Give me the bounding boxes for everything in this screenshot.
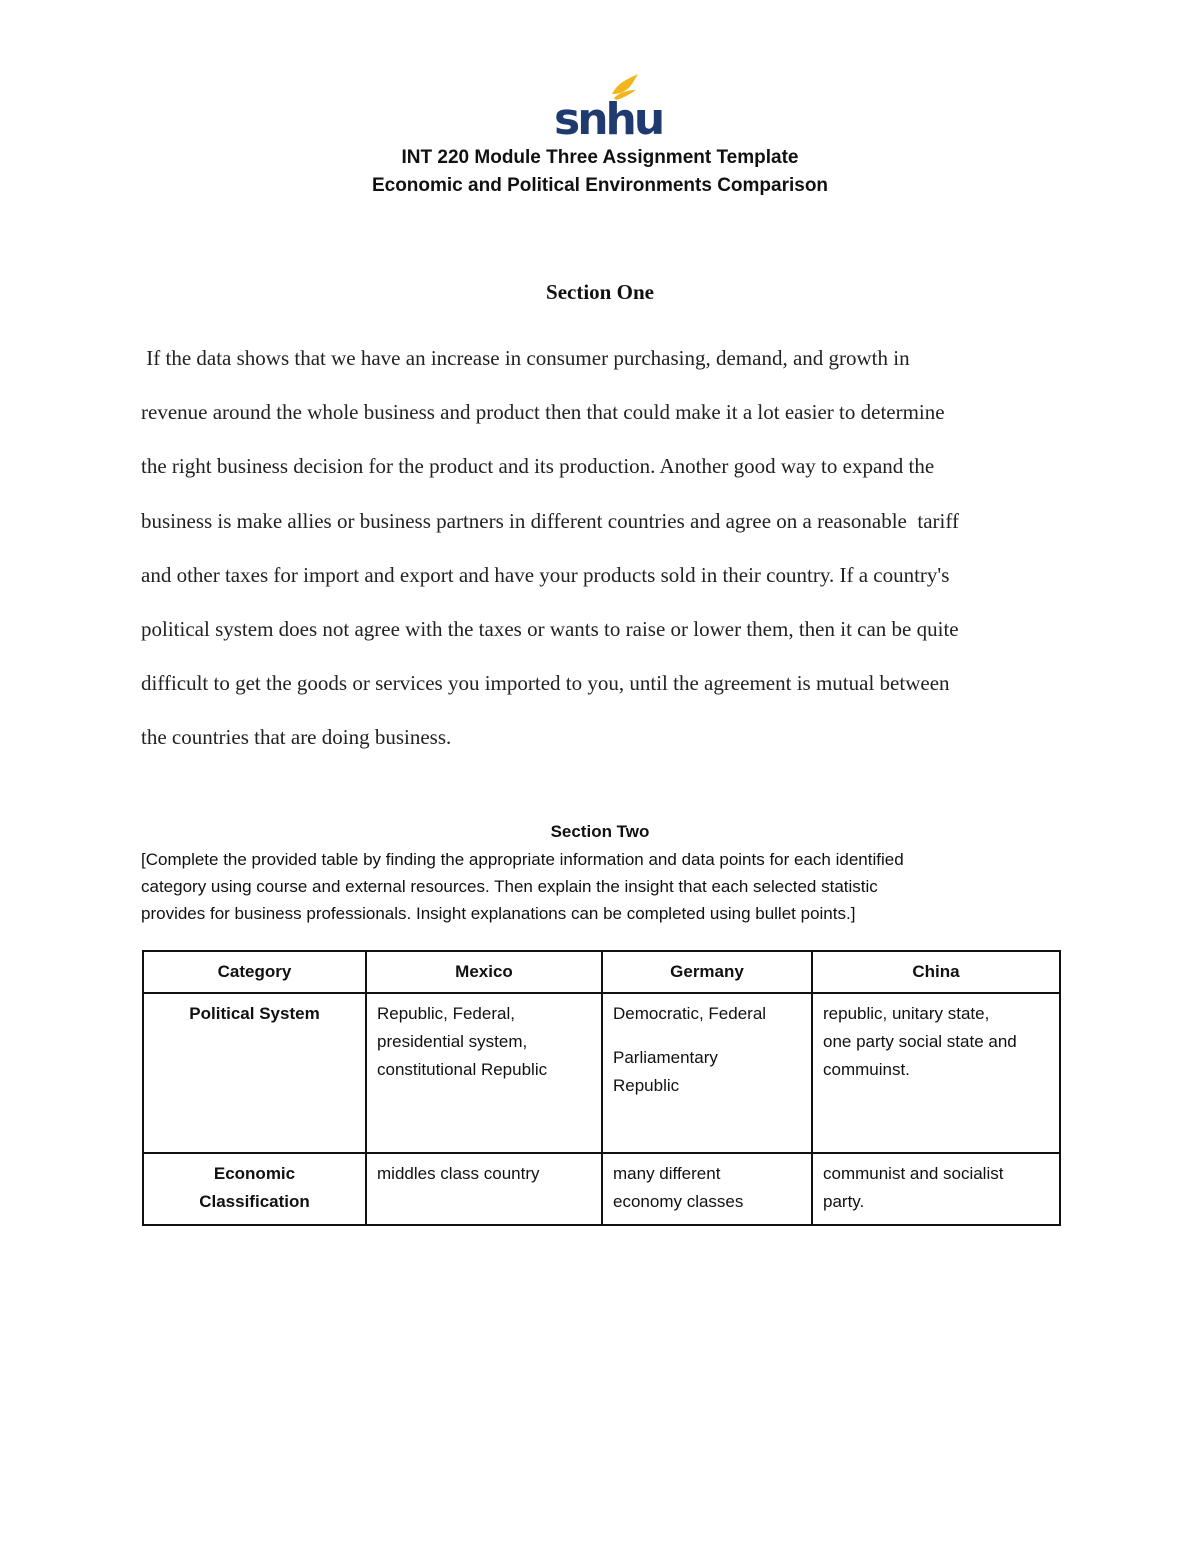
- table-row: [143, 993, 1060, 1153]
- cell-line: Parliamentary: [613, 1048, 718, 1067]
- body-line: political system does not agree with the taxes or wants to raise or lower them, then it can be quite: [141, 617, 959, 642]
- cell-line: many different: [613, 1164, 721, 1183]
- instruction-line: category using course and external resources. Then explain the insight that each selected statistic: [141, 877, 878, 896]
- china-cell: [812, 993, 1060, 1153]
- category-cell: Political System: [143, 993, 366, 1153]
- instruction-line: [Complete the provided table by finding the appropriate information and data points for each identified: [141, 850, 904, 869]
- header-germany: Germany: [602, 951, 812, 993]
- cell-line: Economic: [213, 1164, 296, 1183]
- comparison-table: [142, 950, 1061, 1226]
- table-header-row: [143, 951, 1060, 993]
- mexico-cell: [366, 1153, 602, 1225]
- mexico-cell: [366, 993, 602, 1153]
- section-two-instructions: [141, 846, 1071, 927]
- cell-line: republic, unitary state,: [823, 1004, 990, 1023]
- instruction-line: provides for business professionals. Insight explanations can be completed using bullet points.]: [141, 904, 856, 923]
- header-category: Category: [143, 951, 366, 993]
- title-line-2: Economic and Political Environments Comparison: [371, 175, 829, 196]
- category-cell: [143, 1153, 366, 1225]
- flame-icon: [552, 72, 663, 145]
- header-mexico: Mexico: [366, 951, 602, 993]
- cell-line: economy classes: [613, 1192, 744, 1211]
- document-title: [0, 144, 1200, 200]
- cell-line: Democratic, Federal: [613, 1004, 767, 1023]
- body-line: the countries that are doing business.: [141, 725, 452, 750]
- body-line: difficult to get the goods or services you imported to you, until the agreement is mutual between: [141, 671, 950, 696]
- section-two-heading: Section Two: [550, 822, 650, 841]
- body-line: and other taxes for import and export and have your products sold in their country. If a country's: [141, 562, 950, 587]
- body-line: business is make allies or business partners in different countries and agree on a reasonable tariff: [141, 508, 959, 533]
- cell-line: middles class country: [377, 1164, 540, 1183]
- cell-line: commuinst.: [823, 1060, 910, 1079]
- body-line: revenue around the whole business and product then that could make it a lot easier to determine: [141, 400, 945, 425]
- cell-line: presidential system,: [377, 1032, 528, 1051]
- table-row: [143, 1153, 1060, 1225]
- china-cell: [812, 1153, 1060, 1225]
- section-one-heading: Section One: [546, 280, 654, 304]
- cell-line: communist and socialist: [823, 1164, 1004, 1183]
- snhu-logo: [552, 72, 663, 145]
- cell-line: one party social state and: [823, 1032, 1017, 1051]
- body-line: If the data shows that we have an increase in consumer purchasing, demand, and growth in: [141, 346, 910, 370]
- body-line: the right business decision for the product and its production. Another good way to expand the: [141, 454, 935, 479]
- cell-line: Republic: [613, 1076, 680, 1095]
- logo-wordmark: snhu: [554, 94, 663, 145]
- title-line-1: INT 220 Module Three Assignment Template: [401, 147, 799, 168]
- germany-cell: [602, 993, 812, 1153]
- germany-cell: [602, 1153, 812, 1225]
- header-china: China: [812, 951, 1060, 993]
- cell-line: party.: [823, 1192, 865, 1211]
- cell-line: Classification: [199, 1192, 310, 1211]
- section-one-body: [141, 331, 1061, 765]
- cell-line: Republic, Federal,: [377, 1004, 515, 1023]
- cell-line: constitutional Republic: [377, 1060, 548, 1079]
